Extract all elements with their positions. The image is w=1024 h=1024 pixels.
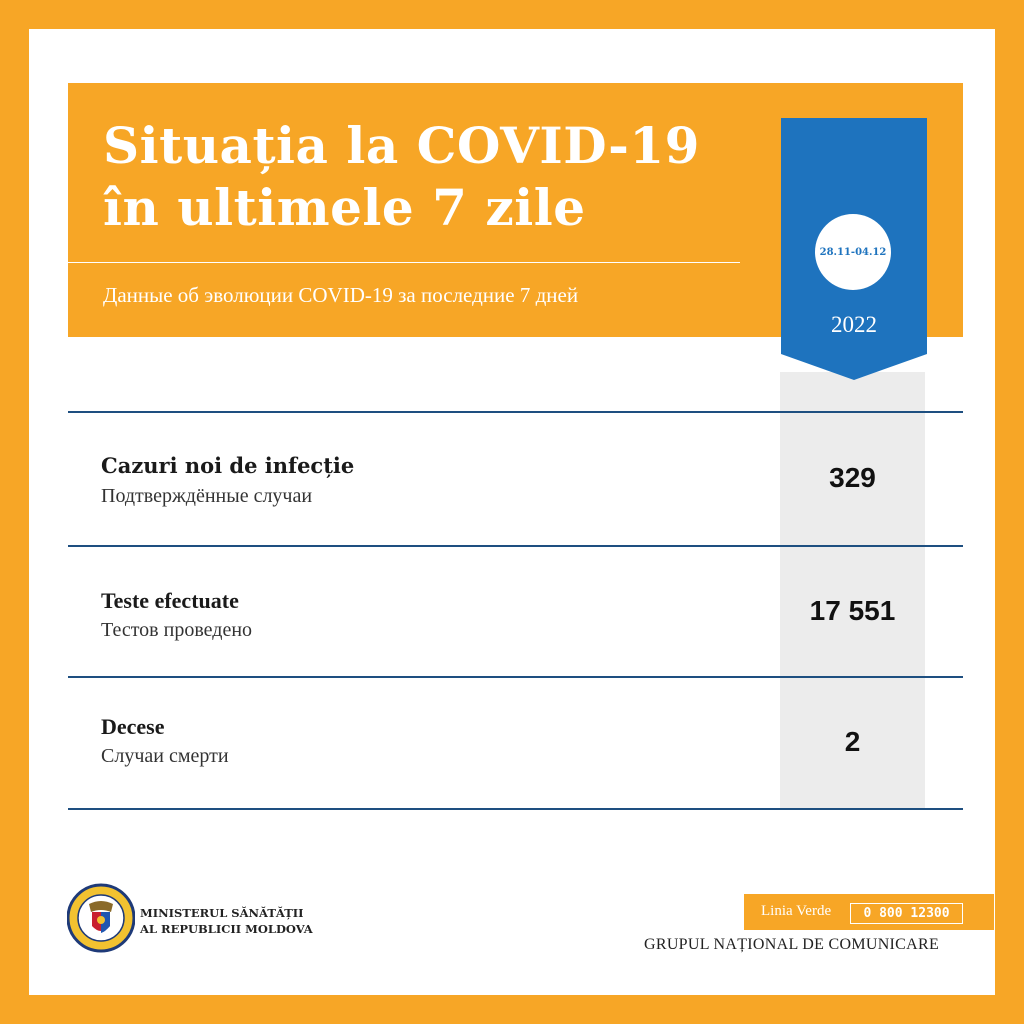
hotline-label: Linia Verde — [761, 903, 832, 919]
period-year: 2022 — [831, 312, 877, 337]
communication-group: GRUPUL NAȚIONAL DE COMUNICARE — [644, 936, 940, 953]
stat-value: 17 551 — [809, 595, 896, 626]
stat-value: 329 — [829, 462, 876, 493]
table-divider — [68, 808, 963, 810]
title-line-2: în ultimele 7 zile — [103, 178, 586, 237]
subtitle: Данные об эволюции COVID-19 за последние 7 дней — [103, 283, 579, 307]
stat-label-ru: Тестов проведено — [101, 619, 253, 641]
stat-label-ru: Подтверждённые случаи — [101, 485, 313, 507]
page-title — [103, 115, 763, 239]
stat-label: Cazuri noi de infecție — [101, 453, 355, 478]
ministry-name — [140, 905, 313, 937]
stat-label-ru: Случаи смерти — [101, 745, 229, 767]
moldova-coat-of-arms-icon — [67, 882, 135, 954]
stat-label: Teste efectuate — [101, 588, 239, 613]
header-divider — [68, 262, 740, 263]
table-divider — [68, 545, 963, 547]
stat-label: Decese — [101, 714, 165, 739]
table-divider — [68, 411, 963, 413]
period-dates: 28.11-04.12 — [815, 214, 891, 290]
table-divider — [68, 676, 963, 678]
hotline-number[interactable]: 0 800 12300 — [850, 903, 963, 924]
title-line-1: Situația la COVID-19 — [103, 116, 700, 175]
ministry-line-2: AL REPUBLICII MOLDOVA — [140, 922, 313, 936]
ministry-line-1: MINISTERUL SĂNĂTĂȚII — [140, 906, 304, 920]
stat-value: 2 — [844, 726, 861, 757]
